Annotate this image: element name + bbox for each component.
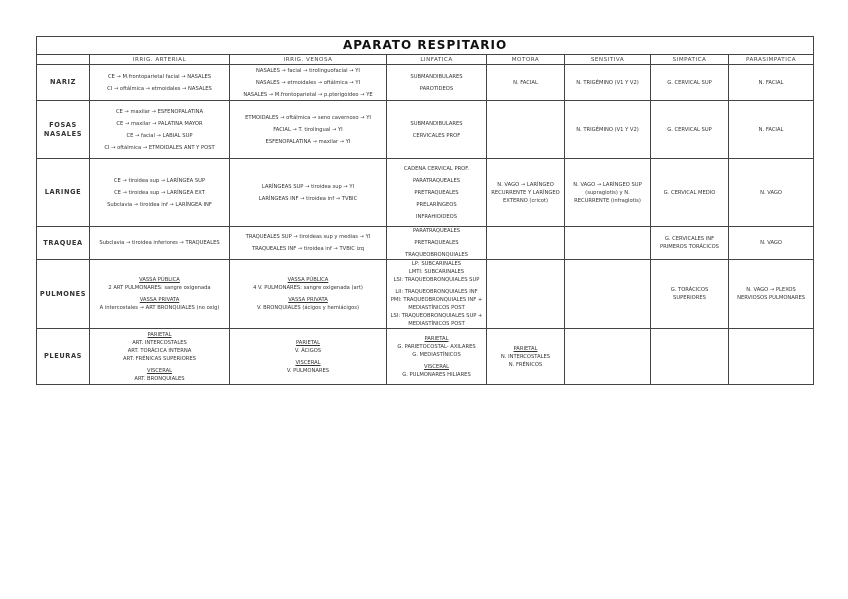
cell-text: G. PULMONARES HILIARES xyxy=(402,371,471,378)
cell-arterial xyxy=(90,65,230,101)
header-venosa: IRRIG. VENOSA xyxy=(230,55,387,65)
cell-text: (supraglotis) y N. xyxy=(585,189,630,196)
table-row xyxy=(37,101,814,159)
cell-text: PRELARÍNGEOS xyxy=(416,201,457,208)
cell-simpatica xyxy=(651,101,729,159)
cell-text: PAROTIDEOS xyxy=(419,85,454,92)
cell-parasimpatica xyxy=(729,159,814,227)
cell-text: PARATRAQUEALES xyxy=(412,228,461,234)
cell-text: CERVICALES PROF xyxy=(412,132,461,139)
cell-text: N. VAGO → LARÍNGEO xyxy=(497,181,554,188)
cell-text: N. VAGO → PLEXOS xyxy=(746,287,796,293)
cell-linfatica xyxy=(387,260,487,329)
cell-text: SUBMANDIBULARES xyxy=(410,120,463,127)
cell-venosa xyxy=(230,260,387,329)
cell-motora xyxy=(487,159,565,227)
cell-linfatica xyxy=(387,227,487,260)
cell-text: N. FACIAL xyxy=(758,79,784,86)
cell-simpatica xyxy=(651,227,729,260)
cell-simpatica xyxy=(651,260,729,329)
table-row xyxy=(37,227,814,260)
cell-text: Subclavia → tiroidea inf → LARÍNGEA INF xyxy=(107,201,212,208)
section-heading: PARIETAL xyxy=(147,331,172,338)
table-row xyxy=(37,329,814,385)
row-label: PULMONES xyxy=(37,260,90,329)
cell-arterial xyxy=(90,227,230,260)
cell-venosa xyxy=(230,329,387,385)
cell-text: RECURRENTE (infraglotis) xyxy=(574,197,641,204)
cell-text: N. INTERCOSTALES xyxy=(500,353,551,360)
cell-text: LSI: TRAQUEOBRONQUIALES SUP + xyxy=(390,313,483,319)
cell-parasimpatica xyxy=(729,329,814,385)
cell-text: LARÍNGEAS INF → tiroidea inf → TVBIC xyxy=(258,195,358,202)
cell-venosa xyxy=(230,227,387,260)
cell-linfatica xyxy=(387,101,487,159)
section-heading: VISCERAL xyxy=(423,363,450,370)
cell-text: V. PULMONARES xyxy=(286,367,330,374)
cell-text: Subclavia → tiroidea inferiores → TRAQUEALES xyxy=(99,240,220,246)
cell-text: PMI: TRAQUEOBRONQUIALES INF + xyxy=(390,297,483,303)
cell-text: LSI: TRAQUEOBRONQUIALES SUP xyxy=(393,277,480,283)
respiratory-table xyxy=(36,36,814,385)
section-heading: VASSA PRIVATA xyxy=(139,297,180,303)
cell-parasimpatica xyxy=(729,227,814,260)
section-heading: VISCERAL xyxy=(295,359,321,366)
cell-arterial xyxy=(90,329,230,385)
header-motora: MOTORA xyxy=(487,55,565,65)
cell-text: CI → oftálmica → ETMOIDALES ANT Y POST xyxy=(104,144,215,151)
cell-text: NASALES → etmoidales → oftálmica → YI xyxy=(255,79,361,86)
cell-text: G. PARIETOCOSTAL- AXILARES xyxy=(397,343,476,350)
table-row xyxy=(37,159,814,227)
cell-text: N. VAGO → LARÍNGEO SUP xyxy=(573,181,642,188)
cell-text: LP: SUBCARINALES xyxy=(411,261,462,267)
section-heading: PARIETAL xyxy=(424,335,449,342)
cell-text: 2 ART PULMONARES: sangre oxigenada xyxy=(108,285,211,291)
cell-sensitiva xyxy=(565,260,651,329)
cell-simpatica xyxy=(651,329,729,385)
cell-text: ART. INTERCOSTALES xyxy=(132,339,187,346)
cell-sensitiva xyxy=(565,227,651,260)
section-heading: VASSA PÚBLICA xyxy=(287,277,329,283)
cell-text: G. CERVICAL MEDIO xyxy=(663,189,716,196)
cell-text: CE → maxilar → PALATINA MAYOR xyxy=(116,120,203,127)
cell-parasimpatica xyxy=(729,101,814,159)
cell-text: TRAQUEOBRONQUIALES xyxy=(405,252,468,258)
header-arterial: IRRIG. ARTERIAL xyxy=(90,55,230,65)
cell-text: CE → facial → LABIAL SUP xyxy=(126,132,193,139)
cell-linfatica xyxy=(387,159,487,227)
cell-motora xyxy=(487,227,565,260)
cell-text: G. MEDIASTÍNICOS xyxy=(412,351,461,358)
cell-text: CE → maxilar → ESFENOPALATINA xyxy=(115,108,204,115)
cell-text: N. FRÉNICOS xyxy=(508,361,543,368)
header-sensitiva: SENSITIVA xyxy=(565,55,651,65)
cell-motora xyxy=(487,65,565,101)
cell-text: ART. FRÉNICAS SUPERIORES xyxy=(123,355,196,362)
row-label: PLEURAS xyxy=(37,329,90,385)
cell-sensitiva xyxy=(565,101,651,159)
cell-text: N. VAGO xyxy=(760,189,783,196)
cell-text: INFRAHIOIDEOS xyxy=(415,213,458,220)
header-parasimpatica: PARASIMPATICA xyxy=(729,55,814,65)
table-row xyxy=(37,260,814,329)
cell-sensitiva xyxy=(565,65,651,101)
cell-parasimpatica xyxy=(729,260,814,329)
section-heading: VISCERAL xyxy=(146,367,173,374)
page-title: APARATO RESPITARIO xyxy=(37,37,814,55)
cell-text: PRETRAQUEALES xyxy=(414,240,459,246)
cell-text: N. FACIAL xyxy=(513,79,538,86)
cell-linfatica xyxy=(387,65,487,101)
cell-text: N. TRIGÉMINO (V1 Y V2) xyxy=(576,126,639,133)
corner-cell xyxy=(37,55,90,65)
cell-text: FACIAL → T. tirolingual → YI xyxy=(273,126,343,133)
cell-text: V. BRONQUIALES (ácigos y hemiácigos) xyxy=(256,305,360,311)
cell-text: 4 V. PULMONARES: sangre oxigenada (art) xyxy=(253,285,363,291)
cell-text: ESFENOPALATINA → maxilar → YI xyxy=(265,138,351,145)
cell-text: PARATRAQUEALES xyxy=(412,177,461,184)
section-heading: PARIETAL xyxy=(296,339,320,346)
cell-text: TRAQUEALES SUP → tiroideas sup y medias → YI xyxy=(245,234,371,240)
cell-text: NASALES → M.frontoparietal → p.pterigoideo → YE xyxy=(243,91,373,98)
row-label: FOSAS NASALES xyxy=(37,101,90,159)
cell-text: PRIMEROS TORÁCICOS xyxy=(660,244,719,250)
row-label: NARIZ xyxy=(37,65,90,101)
cell-arterial xyxy=(90,101,230,159)
cell-motora xyxy=(487,260,565,329)
cell-text: G. CERVICAL SUP xyxy=(667,126,712,133)
cell-arterial xyxy=(90,159,230,227)
cell-text: LMTI: SUBCARINALES xyxy=(408,269,465,275)
cell-sensitiva xyxy=(565,329,651,385)
cell-text: G. CERVICALES INF xyxy=(664,236,715,242)
summary-sheet xyxy=(36,36,813,385)
cell-text: LII: TRAQUEOBRONQUIALES INF xyxy=(395,289,478,295)
cell-text: NASALES → facial → tirolinguofacial → YI xyxy=(256,67,360,74)
section-heading: VASSA PÚBLICA xyxy=(139,277,180,283)
cell-text: CADENA CERVICAL PROF. xyxy=(403,165,470,172)
cell-text: N. VAGO xyxy=(760,240,783,246)
cell-text: CE → tiroidea sup → LARÍNGEA SUP xyxy=(113,177,206,184)
cell-text: A intercostales → ART BRONQUIALES (no oxig) xyxy=(99,305,220,311)
cell-text: RECURRENTE Y LARÍNGEO xyxy=(491,189,560,196)
section-heading: VASSA PRIVATA xyxy=(288,297,328,303)
cell-linfatica xyxy=(387,329,487,385)
cell-text: CI → oftálmica → etmoidales → NASALES xyxy=(107,85,212,92)
header-linfatica: LINFATICA xyxy=(387,55,487,65)
section-heading: PARIETAL xyxy=(513,345,538,352)
cell-text: NERVIOSOS PULMONARES xyxy=(737,295,806,301)
cell-motora xyxy=(487,101,565,159)
cell-motora xyxy=(487,329,565,385)
cell-simpatica xyxy=(651,159,729,227)
cell-simpatica xyxy=(651,65,729,101)
cell-text: EXTERNO (cricot) xyxy=(503,197,548,204)
cell-text: PRETRAQUEALES xyxy=(414,189,459,196)
cell-text: N. TRIGÉMINO (V1 Y V2) xyxy=(576,79,639,86)
cell-venosa xyxy=(230,101,387,159)
cell-venosa xyxy=(230,159,387,227)
cell-venosa xyxy=(230,65,387,101)
cell-text: N. FACIAL xyxy=(758,126,784,133)
row-label: TRAQUEA xyxy=(37,227,90,260)
cell-sensitiva xyxy=(565,159,651,227)
cell-arterial xyxy=(90,260,230,329)
cell-parasimpatica xyxy=(729,65,814,101)
cell-text: ART. TORÁCICA INTERNA xyxy=(127,347,192,354)
cell-text: MEDIASTÍNICOS POST xyxy=(408,321,465,327)
cell-text: G. TORÁCICOS xyxy=(670,287,709,293)
cell-text: ART. BRONQUIALES xyxy=(134,375,185,382)
row-label: LARINGE xyxy=(37,159,90,227)
header-row xyxy=(37,55,814,65)
cell-text: MEDIASTÍNICOS POST xyxy=(408,305,465,311)
cell-text: V. ÁCIGOS xyxy=(294,347,322,354)
cell-text: CE → M.frontoparietal facial → NASALES xyxy=(107,73,212,80)
cell-text: LARÍNGEAS SUP → tiroidea sup → YI xyxy=(261,183,355,190)
cell-text: CE → tiroidea sup → LARÍNGEA EXT xyxy=(114,189,205,196)
cell-text: SUBMANDIBULARES xyxy=(410,73,463,80)
header-simpatica: SIMPATICA xyxy=(651,55,729,65)
cell-text: TRAQUEALES INF → tiroidea inf → TVBIC izq xyxy=(251,246,365,252)
table-row xyxy=(37,65,814,101)
cell-text: ETMOIDALES → oftálmica → seno cavernoso → YI xyxy=(245,114,371,121)
cell-text: SUPERIORES xyxy=(673,295,706,301)
cell-text: G. CERVICAL SUP xyxy=(667,79,712,86)
